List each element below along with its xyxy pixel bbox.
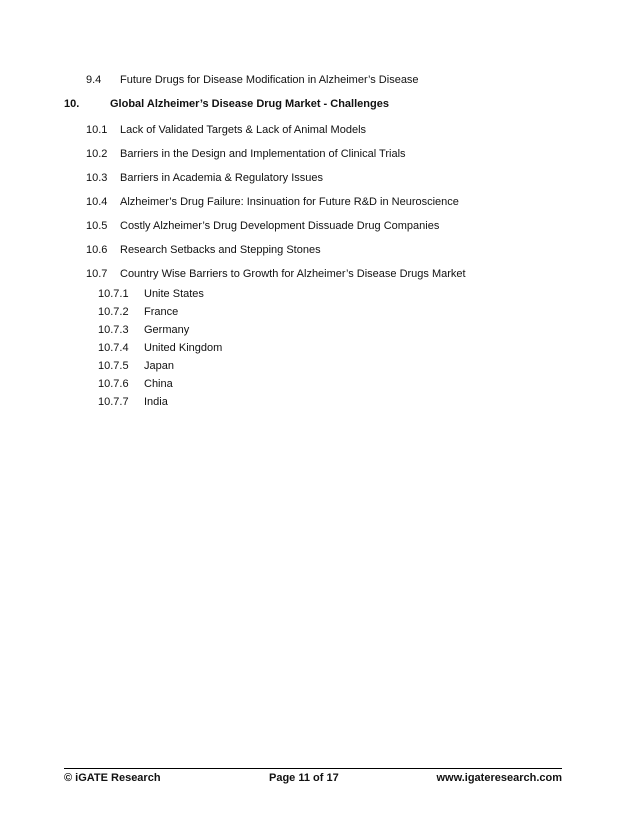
page-footer [64, 771, 562, 785]
toc-subentry-number: 10.7.4 [98, 342, 129, 354]
toc-entry-number: 10.7 [86, 268, 108, 280]
toc-entry-title: Country Wise Barriers to Growth for Alzheimer’s Disease Drugs Market [120, 268, 466, 280]
toc-entry-title: Research Setbacks and Stepping Stones [120, 244, 321, 256]
toc-subentry-number: 10.7.7 [98, 396, 129, 408]
toc-entry-title: Future Drugs for Disease Modification in Alzheimer’s Disease [120, 74, 419, 86]
toc-subentry-number: 10.7.5 [98, 360, 129, 372]
toc-subentry-title: Unite States [144, 288, 204, 300]
toc-subentry-title: Japan [144, 360, 174, 372]
toc-entry-number: 10.6 [86, 244, 108, 256]
toc-chapter-number: 10. [64, 98, 80, 110]
toc-entry-number: 10.1 [86, 124, 108, 136]
toc-subentry-title: India [144, 396, 168, 408]
toc-subentry-number: 10.7.3 [98, 324, 129, 336]
toc-subentry-title: France [144, 306, 179, 318]
toc-subentry-title: United Kingdom [144, 342, 223, 354]
toc-chapter-title: Global Alzheimer’s Disease Drug Market - Challenges [110, 98, 389, 110]
toc-entry-number: 10.4 [86, 196, 108, 208]
toc-entry-number: 10.2 [86, 148, 108, 160]
toc-entry-number: 10.5 [86, 220, 108, 232]
toc-subentry-number: 10.7.2 [98, 306, 129, 318]
footer-website-link[interactable]: www.igateresearch.com [436, 772, 562, 784]
toc-subentry-number: 10.7.6 [98, 378, 129, 390]
toc-entry-title: Costly Alzheimer’s Drug Development Dissuade Drug Companies [120, 220, 440, 232]
toc-entry-title: Barriers in Academia & Regulatory Issues [120, 172, 323, 184]
toc-entry-title: Alzheimer’s Drug Failure: Insinuation for Future R&D in Neuroscience [120, 196, 459, 208]
footer-copyright: © iGATE Research [64, 772, 161, 784]
toc-subentry-title: Germany [144, 324, 190, 336]
toc-entry-title: Barriers in the Design and Implementation of Clinical Trials [120, 148, 406, 160]
toc-entry-number: 10.3 [86, 172, 108, 184]
footer-page-number: Page 11 of 17 [269, 772, 339, 784]
footer-divider [64, 768, 562, 769]
toc-entry-number: 9.4 [86, 74, 102, 86]
toc-subentry-number: 10.7.1 [98, 288, 129, 300]
toc-subentry-title: China [144, 378, 173, 390]
toc-entry-title: Lack of Validated Targets & Lack of Animal Models [120, 124, 367, 136]
